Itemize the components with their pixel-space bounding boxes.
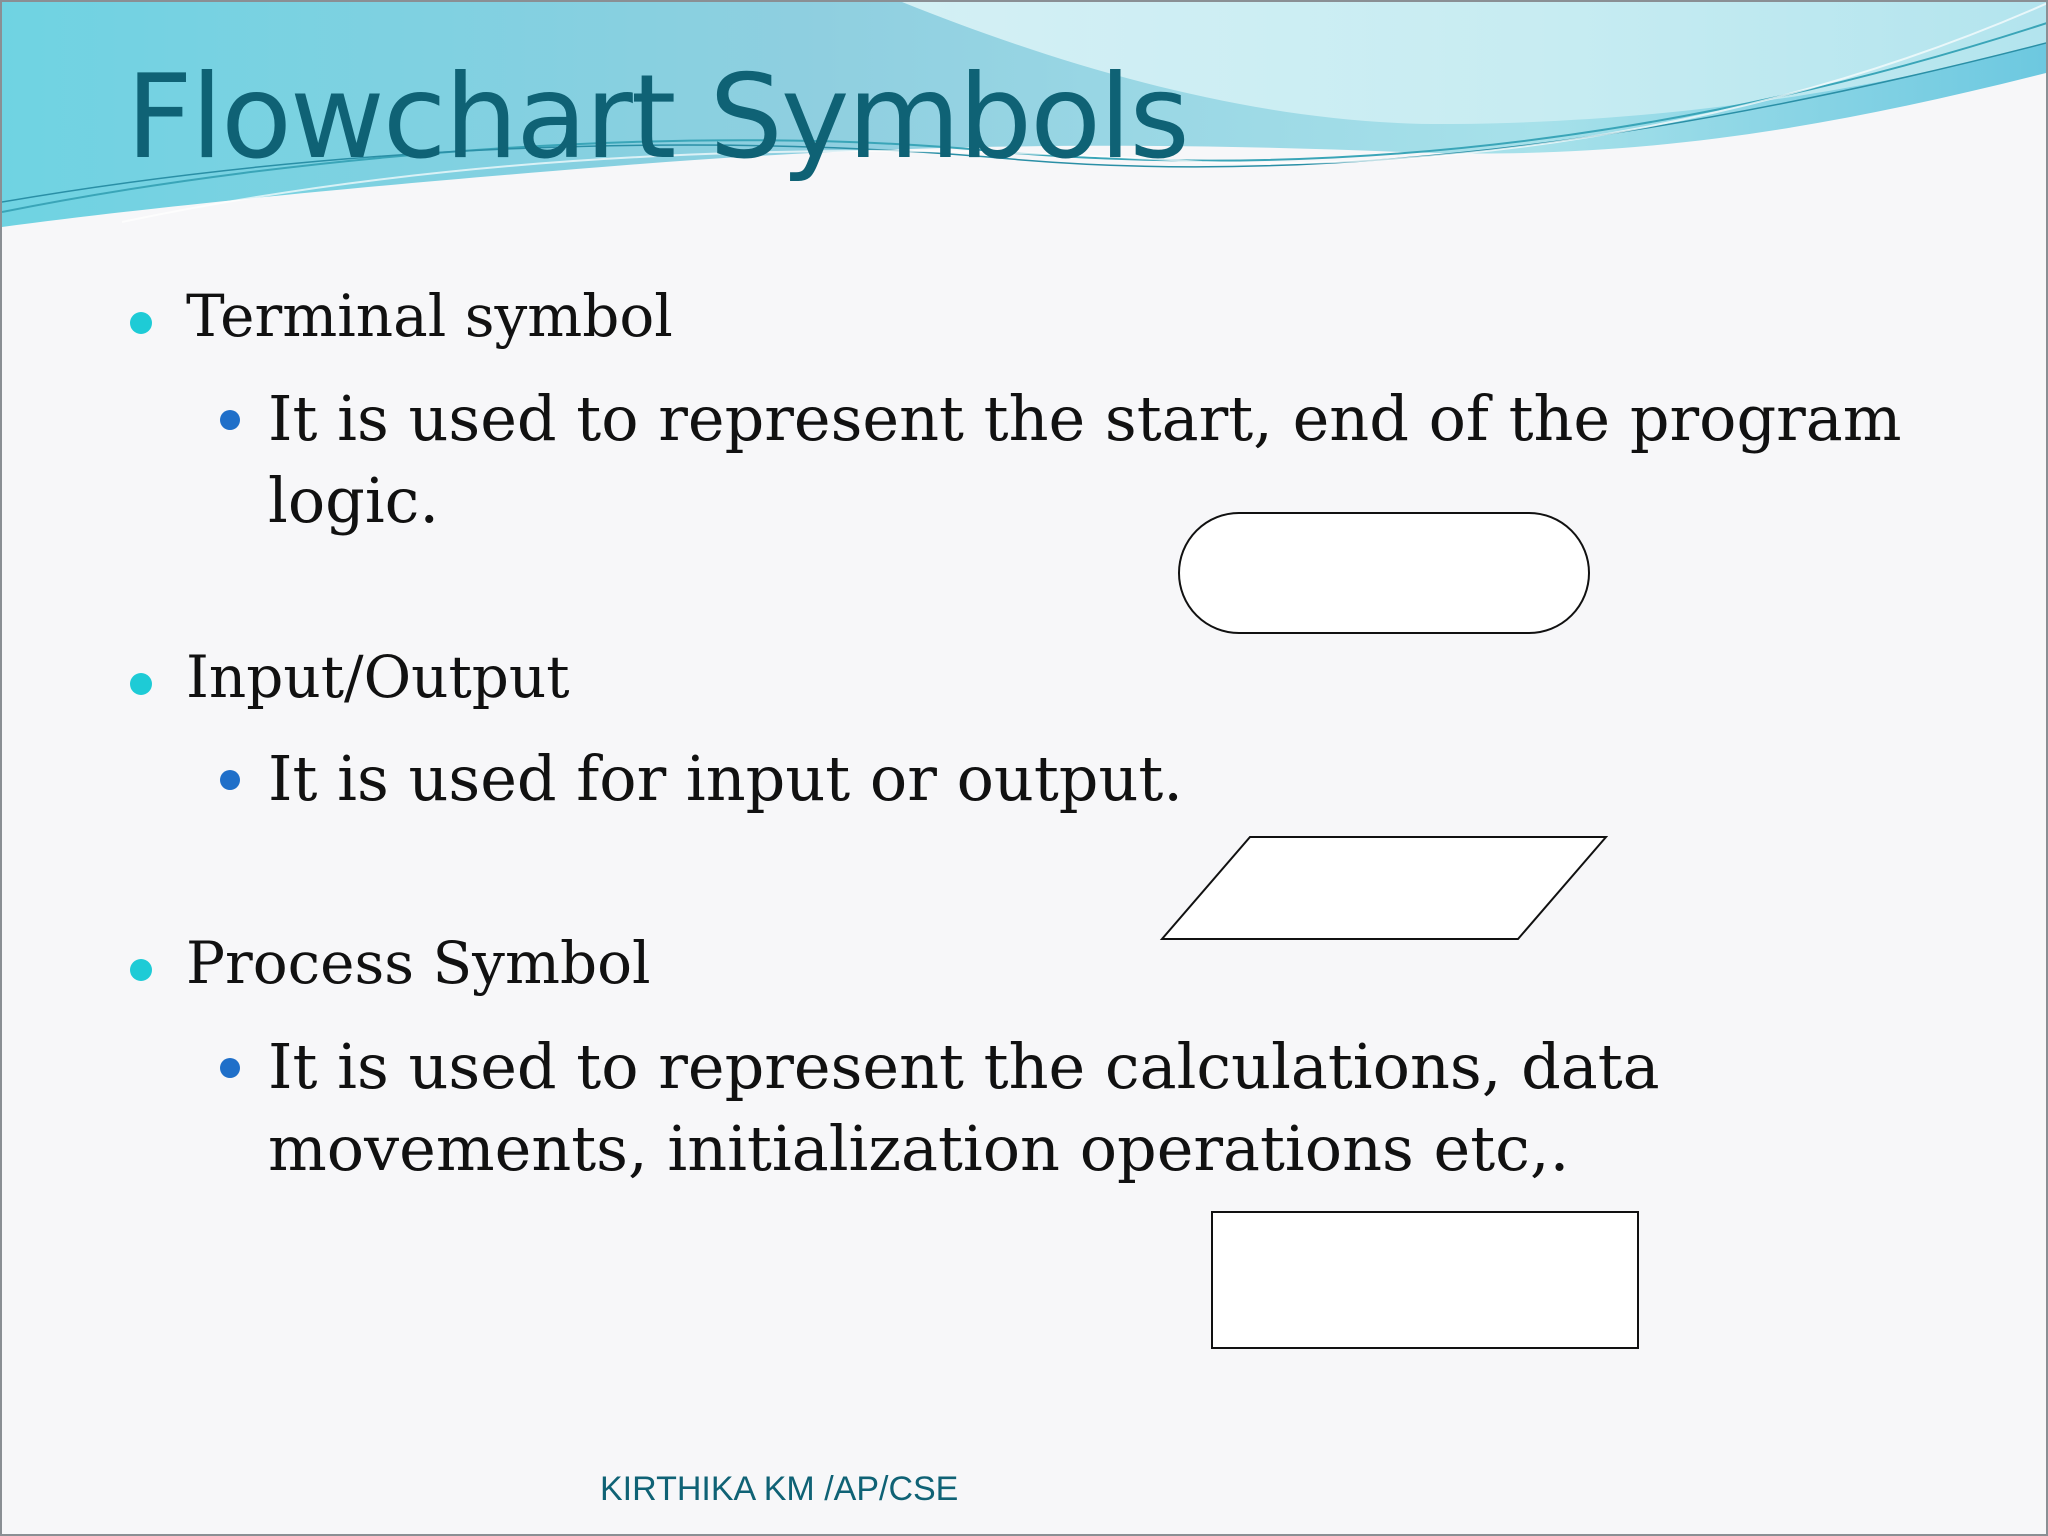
process-symbol-shape [1210, 1210, 1642, 1352]
slide-title: Flowchart Symbols [126, 50, 1188, 185]
sub-bullet-dot [220, 410, 240, 430]
input-output-symbol-shape [1158, 834, 1610, 942]
section-heading-terminal: Terminal symbol [186, 282, 673, 350]
bullet-dot [130, 959, 152, 981]
section-heading-process: Process Symbol [186, 929, 651, 997]
terminal-symbol-shape [1176, 510, 1592, 636]
section-description-process: It is used to represent the calculations, data movements, initialization operations etc,. [268, 1030, 1660, 1185]
section-heading-input-output: Input/Output [186, 643, 570, 711]
footer-author: KIRTHIKA KM /AP/CSE [600, 1470, 959, 1508]
sub-bullet-dot [220, 770, 240, 790]
sub-bullet-dot [220, 1058, 240, 1078]
bullet-dot [130, 673, 152, 695]
section-description-terminal: It is used to represent the start, end of the program logic. [268, 382, 1902, 537]
bullet-dot [130, 312, 152, 334]
section-description-input-output: It is used for input or output. [268, 742, 1184, 815]
